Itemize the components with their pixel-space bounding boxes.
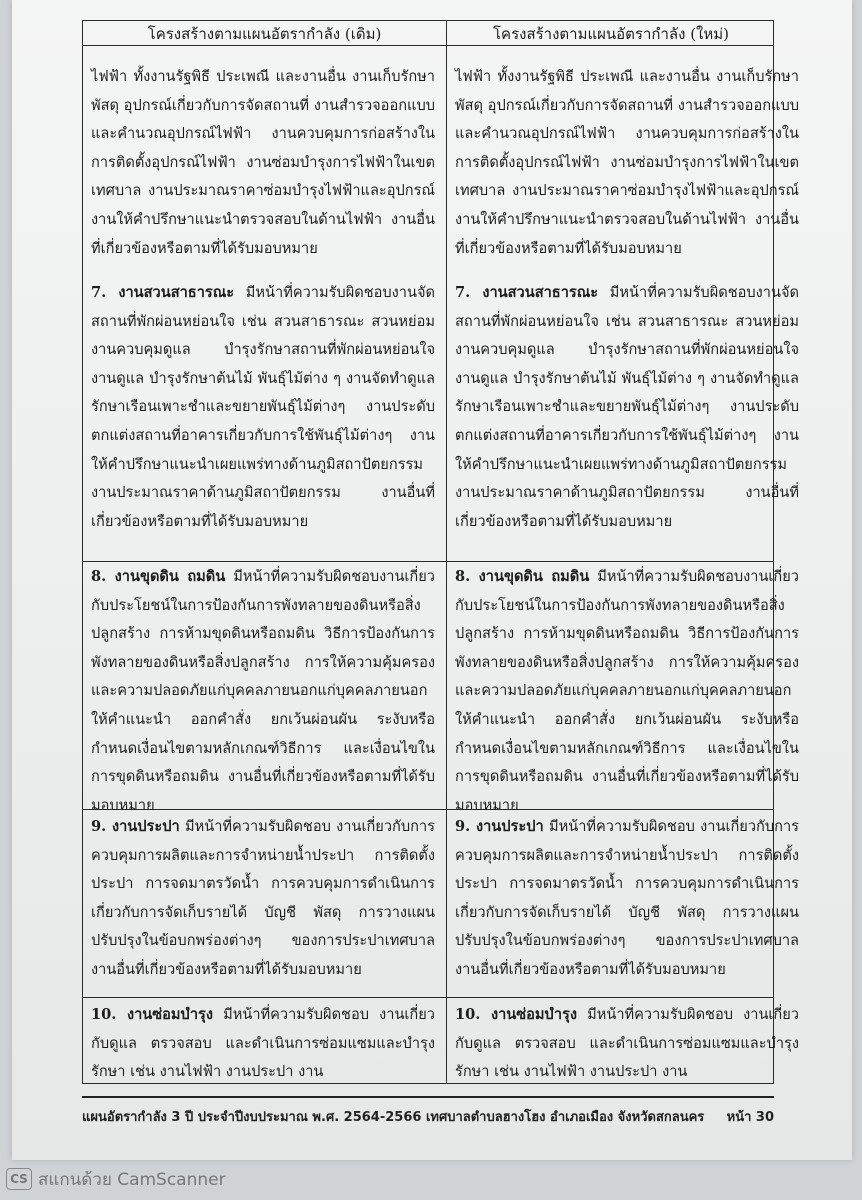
section-text: มีหน้าที่ความรับผิดชอบ งานเกี่ยวกับดูแล ตรวจสอบ และดำเนินการซ่อมแซมและบำรุงรักษา เช่น งานไฟฟ้า งานประปา งาน: [455, 1006, 799, 1081]
section-title: 9. งานประปา: [455, 818, 544, 835]
section-text: ไฟฟ้า ทั้งงานรัฐพิธี ประเพณี และงานอื่น งานเก็บรักษาพัสดุ อุปกรณ์เกี่ยวกับการจัดสถานที่ งานสำรวจออกแบบและคำนวณอุปกรณ์ไฟฟ้า งานควบคุมการก่อสร้างในการติดตั้งอุปกรณ์ไฟฟ้า งานซ่อมบำรุงการไฟฟ้าในเขตเทศบาล งานประมาณราคาซ่อมบำรุงไฟฟ้าและอุปกรณ์ งานให้คำปรึกษาแนะนำตรวจสอบในด้านไฟฟ้า งานอื่นที่เกี่ยวข้องหรือตามที่ได้รับมอบหมาย: [91, 68, 435, 257]
section-8-excavation: [455, 563, 799, 820]
header-new-structure: โครงสร้างตามแผนอัตรากำลัง (ใหม่): [492, 25, 729, 43]
section-text: มีหน้าที่ความรับผิดชอบงานจัดสถานที่พักผ่อนหย่อนใจ เช่น สวนสาธารณะ สวนหย่อมงานควบคุมดูแล บำรุงรักษาสถานที่พักผ่อนหย่อนใจ งานดูแล บำรุงรักษาต้นไม้ พันธุ์ไม้ต่าง ๆ งานจัดทำดูแลรักษาเรือนเพาะชำและขยายพันธุ์ไม้ต่างๆ งานประดับ ตกแต่งสถานที่อาคารเกี่ยวกับการใช้พันธุ์ไม้ต่างๆ งานให้คำปรึกษาแนะนำเผยแพร่ทางด้านภูมิสถาปัตยกรรม งานประมาณราคาด้านภูมิสถาปัตยกรรม งานอื่นที่เกี่ยวข้องหรือตามที่ได้รับมอบหมาย: [91, 284, 435, 530]
column-divider: [446, 21, 447, 1083]
section-6-electric: [455, 63, 799, 263]
section-text: มีหน้าที่ความรับผิดชอบงานจัดสถานที่พักผ่อนหย่อนใจ เช่น สวนสาธารณะ สวนหย่อมงานควบคุมดูแล บำรุงรักษาสถานที่พักผ่อนหย่อนใจ งานดูแล บำรุงรักษาต้นไม้ พันธุ์ไม้ต่าง ๆ งานจัดทำดูแลรักษาเรือนเพาะชำและขยายพันธุ์ไม้ต่างๆ งานประดับ ตกแต่งสถานที่อาคารเกี่ยวกับการใช้พันธุ์ไม้ต่างๆ งานให้คำปรึกษาแนะนำเผยแพร่ทางด้านภูมิสถาปัตยกรรม งานประมาณราคาด้านภูมิสถาปัตยกรรม งานอื่นที่เกี่ยวข้องหรือตามที่ได้รับมอบหมาย: [455, 284, 799, 530]
section-10-maintenance: [455, 1001, 799, 1087]
section-7-park: [455, 279, 799, 536]
section-10-maintenance: [91, 1001, 435, 1087]
section-text: มีหน้าที่ความรับผิดชอบ งานเกี่ยวกับดูแล ตรวจสอบ และดำเนินการซ่อมแซมและบำรุงรักษา เช่น งานไฟฟ้า งานประปา งาน: [91, 1006, 435, 1081]
section-title: 10. งานซ่อมบำรุง: [455, 1006, 577, 1023]
header-old-structure: โครงสร้างตามแผนอัตรากำลัง (เดิม): [147, 25, 382, 43]
section-text: มีหน้าที่ความรับผิดชอบ งานเกี่ยวกับการควบคุมการผลิตและการจำหน่ายน้ำประปา การติดตั้งประปา การจดมาตรวัดน้ำ การควบคุมการดำเนินการเกี่ยวกับการจัดเก็บรายได้ บัญชี พัสดุ การวางแผนปรับปรุงในข้อบกพร่องต่างๆ ของการประปาเทศบาล งานอื่นที่เกี่ยวข้องหรือตามที่ได้รับมอบหมาย: [455, 818, 800, 978]
section-title: 7. งานสวนสาธารณะ: [455, 284, 599, 301]
section-title: 10. งานซ่อมบำรุง: [91, 1006, 213, 1023]
footer-text: แผนอัตรากำลัง 3 ปี ประจำปีงบประมาณ พ.ศ. 2564-2566 เทศบาลตำบลฮางโฮง อำเภอเมือง จังหวัดสกลนคร: [82, 1110, 705, 1125]
section-7-park: [91, 279, 435, 536]
section-title: 7. งานสวนสาธารณะ: [91, 284, 235, 301]
section-text: ไฟฟ้า ทั้งงานรัฐพิธี ประเพณี และงานอื่น งานเก็บรักษาพัสดุ อุปกรณ์เกี่ยวกับการจัดสถานที่ งานสำรวจออกแบบและคำนวณอุปกรณ์ไฟฟ้า งานควบคุมการก่อสร้างในการติดตั้งอุปกรณ์ไฟฟ้า งานซ่อมบำรุงการไฟฟ้าในเขตเทศบาล งานประมาณราคาซ่อมบำรุงไฟฟ้าและอุปกรณ์ งานให้คำปรึกษาแนะนำตรวจสอบในด้านไฟฟ้า งานอื่นที่เกี่ยวข้องหรือตามที่ได้รับมอบหมาย: [455, 68, 799, 257]
page-footer: [82, 1096, 774, 1127]
section-text: มีหน้าที่ความรับผิดชอบ งานเกี่ยวกับการควบคุมการผลิตและการจำหน่ายน้ำประปา การติดตั้งประปา การจดมาตรวัดน้ำ การควบคุมการดำเนินการเกี่ยวกับการจัดเก็บรายได้ บัญชี พัสดุ การวางแผนปรับปรุงในข้อบกพร่องต่างๆ ของการประปาเทศบาล งานอื่นที่เกี่ยวข้องหรือตามที่ได้รับมอบหมาย: [91, 818, 436, 978]
section-title: 8. งานขุดดิน ถมดิน: [91, 568, 226, 585]
scanner-text: สแกนด้วย CamScanner: [38, 1169, 226, 1190]
section-title: 8. งานขุดดิน ถมดิน: [455, 568, 590, 585]
section-9-waterworks: [455, 813, 799, 985]
section-8-excavation: [91, 563, 435, 820]
section-6-electric: [91, 63, 435, 263]
camscanner-logo-icon: CS: [6, 1168, 32, 1190]
row-divider: [83, 997, 773, 998]
scanner-watermark: [6, 1166, 226, 1192]
comparison-table: [82, 20, 800, 1084]
row-divider: [83, 561, 773, 562]
section-9-waterworks: [91, 813, 435, 985]
section-text: มีหน้าที่ความรับผิดชอบงานเกี่ยวกับประโยชน์ในการป้องกันการพังทลายของดินหรือสิ่งปลูกสร้าง การห้ามขุดดินหรือถมดิน วิธีการป้องกันการพังทลายของดินหรือสิ่งปลูกสร้าง การให้ความคุ้มครองและความปลอดภัยแก่บุคคลภายนอกแก่บุคคลภายนอก ให้คำแนะนำ ออกคำสั่ง ยกเว้นผ่อนผัน ระงับหรือกำหนดเงื่อนไขตามหลักเกณฑ์วิธีการ และเงื่อนไขในการขุดดินหรือถมดิน งานอื่นที่เกี่ยวข้องหรือตามที่ได้รับมอบหมาย: [91, 568, 435, 814]
page-number: หน้า 30: [726, 1110, 774, 1125]
section-text: มีหน้าที่ความรับผิดชอบงานเกี่ยวกับประโยชน์ในการป้องกันการพังทลายของดินหรือสิ่งปลูกสร้าง การห้ามขุดดินหรือถมดิน วิธีการป้องกันการพังทลายของดินหรือสิ่งปลูกสร้าง การให้ความคุ้มครองและความปลอดภัยแก่บุคคลภายนอกแก่บุคคลภายนอก ให้คำแนะนำ ออกคำสั่ง ยกเว้นผ่อนผัน ระงับหรือกำหนดเงื่อนไขตามหลักเกณฑ์วิธีการ และเงื่อนไขในการขุดดินหรือถมดิน งานอื่นที่เกี่ยวข้องหรือตามที่ได้รับมอบหมาย: [455, 568, 799, 814]
section-title: 9. งานประปา: [91, 818, 180, 835]
document-page: [12, 0, 852, 1160]
